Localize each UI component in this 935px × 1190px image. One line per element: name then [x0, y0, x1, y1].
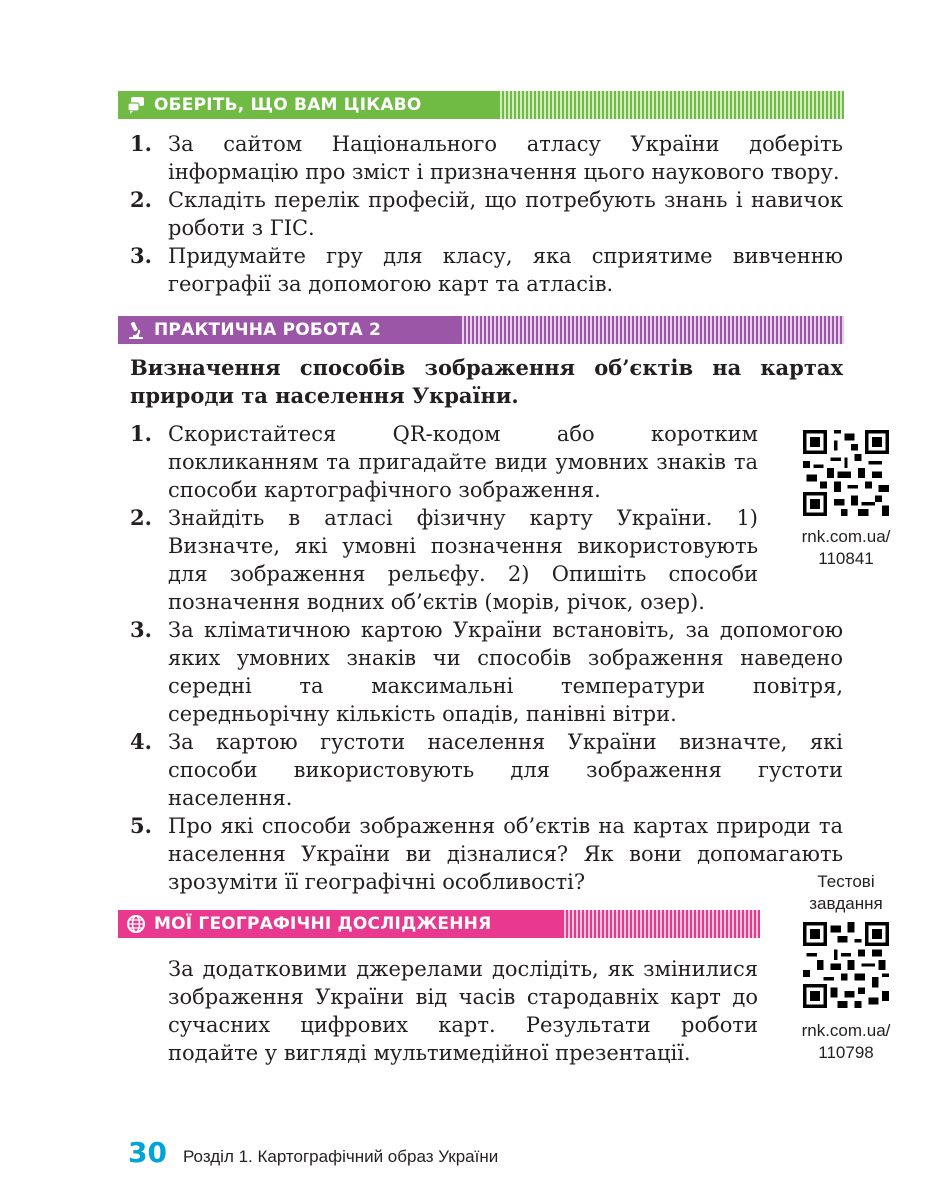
page-footer — [128, 1136, 498, 1169]
qr-link-tests[interactable]: rnk.com.ua/ 110798 — [801, 1021, 891, 1062]
qr-caption-tests: Тестові завдання — [809, 872, 883, 913]
practical-subtitle: Визначення способів зображення об’єктів на картах природи та населення України. — [130, 355, 843, 408]
practical-list-narrow — [130, 420, 758, 616]
list-item: 3. Придумайте гру для класу, яка сприятиме вивченню географії за допомогою карт та атласів. — [130, 243, 843, 296]
list-item: 3. За кліматичною картою України встановіть, за допомогою яких умовних знаків чи способів зображення наведено середні та максимальні температури повітря, середньорічну кількість опадів, панівні вітри. — [130, 617, 843, 726]
choose-list — [130, 130, 843, 298]
globe-icon — [126, 914, 146, 934]
section-banner-practical — [118, 316, 844, 344]
list-item: 2. Знайдіть в атласі фізичну карту України. 1) Визначте, які умовні позначення використовують для зображення рельєфу. 2) Опишіть способи позначення водних об’єктів (морів, річок, озер). — [130, 505, 758, 614]
qr-code-tests[interactable] — [803, 922, 889, 1008]
practical-list-wide — [130, 616, 843, 896]
list-item: 2. Складіть перелік професій, що потребують знань і навичок роботи з ГІС. — [130, 187, 843, 240]
chapter-title: Розділ 1. Картографічний образ України — [182, 1147, 499, 1166]
section-title: ОБЕРІТЬ, ЩО ВАМ ЦІКАВО — [154, 95, 422, 115]
research-text: За додатковими джерелами дослідіть, як змінилися зображення України від часів стародавніх карт до сучасних цифрових карт. Результати роботи подайте у вигляді мультимедійної презентації. — [168, 957, 758, 1065]
qr-code-practical[interactable] — [803, 430, 889, 516]
section-banner-research — [118, 910, 760, 938]
chat-icon — [126, 95, 146, 115]
page-number: 30 — [128, 1136, 167, 1169]
list-item: 1. Скористайтеся QR-кодом або коротким покликанням та пригадайте види умовних знаків та способи картографічного зображення. — [130, 421, 758, 502]
microscope-icon — [126, 320, 146, 340]
list-item: 4. За картою густоти населення України визначте, які способи використовують для зображення густоти населення. — [130, 729, 843, 810]
section-title: МОЇ ГЕОГРАФІЧНІ ДОСЛІДЖЕННЯ — [154, 914, 492, 934]
qr-link-practical[interactable]: rnk.com.ua/ 110841 — [801, 527, 891, 568]
section-banner-choose — [118, 91, 844, 119]
section-title: ПРАКТИЧНА РОБОТА 2 — [154, 320, 382, 340]
list-item: 5. Про які способи зображення об’єктів на картах природи та населення України ви дізналися? Як вони допомагають зрозуміти її географічні особливості? — [130, 813, 843, 894]
list-item: 1. За сайтом Національного атласу України доберіть інформацію про зміст і призначення цього наукового твору. — [130, 131, 843, 184]
